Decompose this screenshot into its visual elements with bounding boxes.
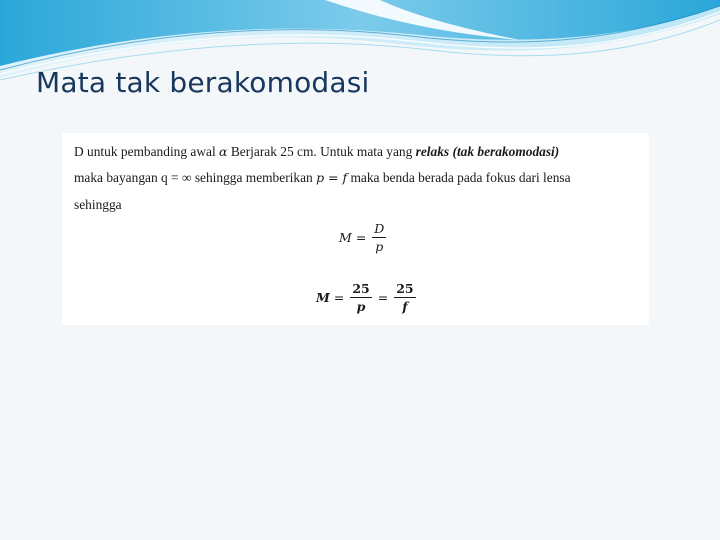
text-segment: maka benda berada pada fokus dari lensa	[347, 170, 571, 185]
paragraph-line-1	[74, 144, 559, 160]
eq2-fraction-1	[350, 281, 371, 314]
eq1-numerator: D	[374, 221, 385, 236]
paragraph-line-2	[74, 170, 571, 186]
equation-magnification-relaxed	[316, 281, 418, 314]
eq1-equals: =	[355, 230, 367, 245]
text-segment: Berjarak 25 cm. Untuk mata yang	[227, 144, 416, 159]
equation-magnification	[339, 221, 388, 254]
math-p-equals-f: p = f	[316, 170, 348, 185]
eq2-lhs: M	[316, 290, 330, 305]
eq2-equals-1: =	[333, 290, 345, 305]
text-segment: maka bayangan q = ∞ sehingga memberikan	[74, 170, 317, 185]
eq1-lhs: M	[339, 230, 352, 245]
eq2-frac2-denominator: f	[402, 299, 408, 314]
slide-title: Mata tak berakomodasi	[36, 66, 370, 99]
math-alpha: α	[219, 144, 228, 159]
emphasis-text: relaks (tak berakomodasi)	[415, 144, 560, 159]
eq1-denominator: p	[375, 239, 384, 254]
paragraph-line-3: sehingga	[74, 197, 122, 212]
eq2-equals-2: =	[377, 290, 389, 305]
eq2-frac1-numerator: 25	[352, 281, 370, 296]
eq2-frac1-denominator: p	[356, 299, 366, 314]
text-segment: D untuk pembanding awal	[74, 144, 220, 159]
eq2-frac2-numerator: 25	[396, 281, 414, 296]
eq2-fraction-2	[394, 281, 415, 314]
eq1-fraction	[372, 221, 386, 254]
content-image-box	[62, 133, 649, 325]
